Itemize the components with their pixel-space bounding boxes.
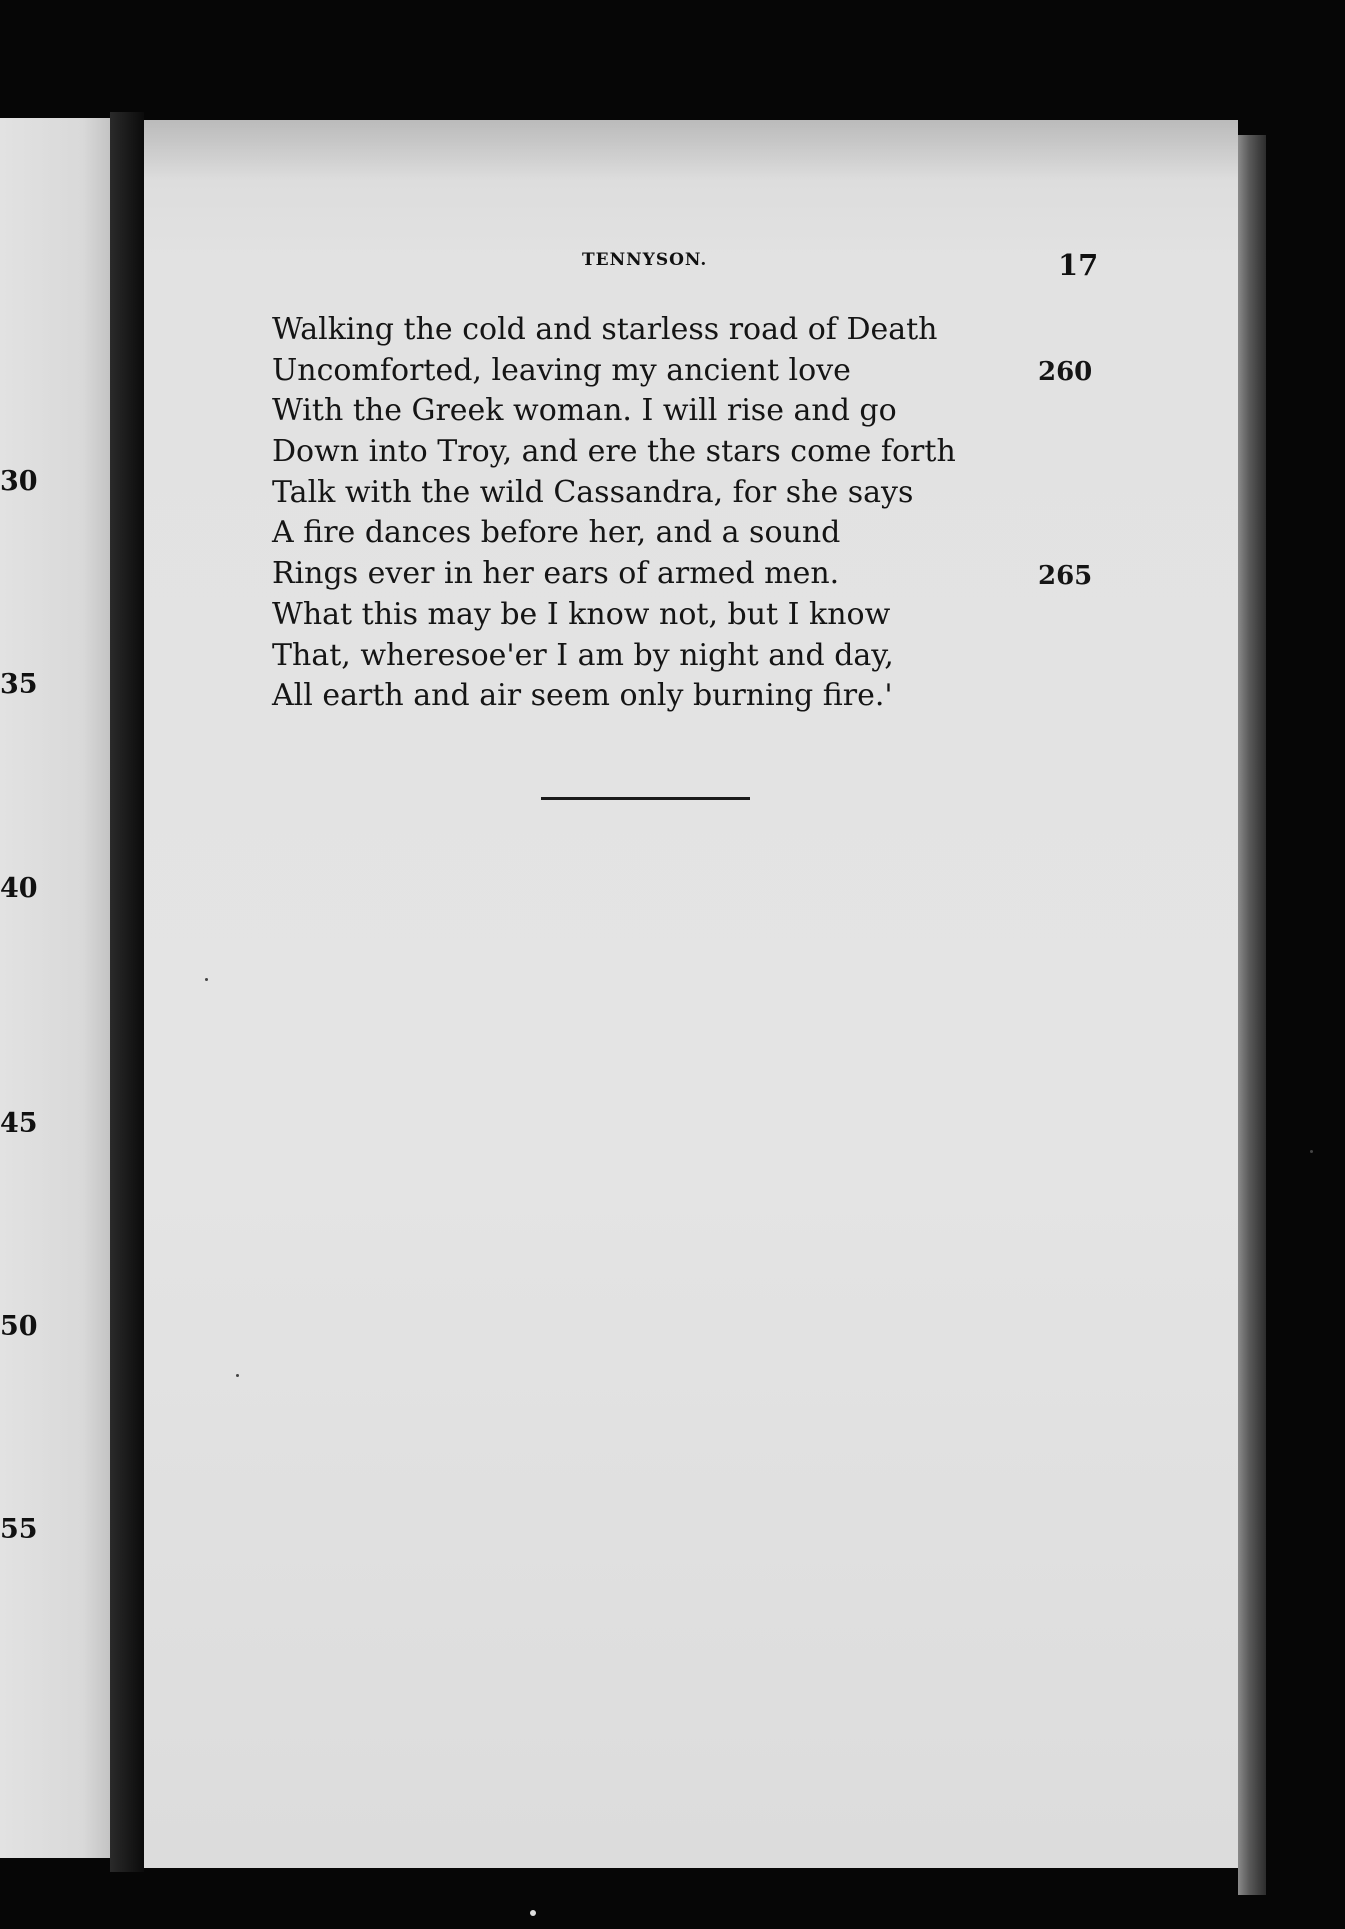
facing-line-number: 40 (0, 873, 38, 904)
paper-speck (236, 1374, 239, 1377)
poem-line: Down into Troy, and ere the stars come forth (272, 434, 956, 470)
poem-line: All earth and air seem only burning fire.' (272, 678, 893, 714)
poem-line: Uncomforted, leaving my ancient love (272, 352, 851, 388)
paper-speck (205, 978, 208, 981)
facing-line-number: 35 (0, 669, 38, 700)
poem-line: That, wheresoe'er I am by night and day, (272, 637, 894, 673)
facing-page-edge (0, 118, 118, 1858)
section-rule (541, 797, 750, 800)
page-stack-edge (1238, 135, 1266, 1895)
facing-line-number: 55 (0, 1514, 38, 1545)
poem-line: A fire dances before her, and a sound (272, 515, 841, 551)
poem-line: What this may be I know not, but I know (272, 596, 891, 632)
book-gutter (110, 112, 144, 1872)
page-number: 17 (1058, 248, 1099, 282)
poem-line-number: 260 (1038, 357, 1093, 387)
running-head-title: TENNYSON. (582, 250, 708, 270)
page-top-shadow (144, 120, 1238, 180)
facing-line-number: 50 (0, 1311, 38, 1342)
poem-line: With the Greek woman. I will rise and go (272, 393, 897, 429)
poem-line: Walking the cold and starless road of Death (272, 312, 938, 347)
paper-speck (530, 1910, 536, 1916)
facing-line-number: 45 (0, 1108, 38, 1139)
poem-text (272, 310, 972, 717)
facing-line-number: 30 (0, 466, 38, 497)
poem-line: Talk with the wild Cassandra, for she says (272, 474, 914, 510)
facing-page-line-numbers (0, 118, 118, 1858)
poem-line: Rings ever in her ears of armed men. (272, 556, 840, 592)
poem-line-number: 265 (1038, 561, 1093, 591)
paper-speck (1310, 1150, 1313, 1153)
